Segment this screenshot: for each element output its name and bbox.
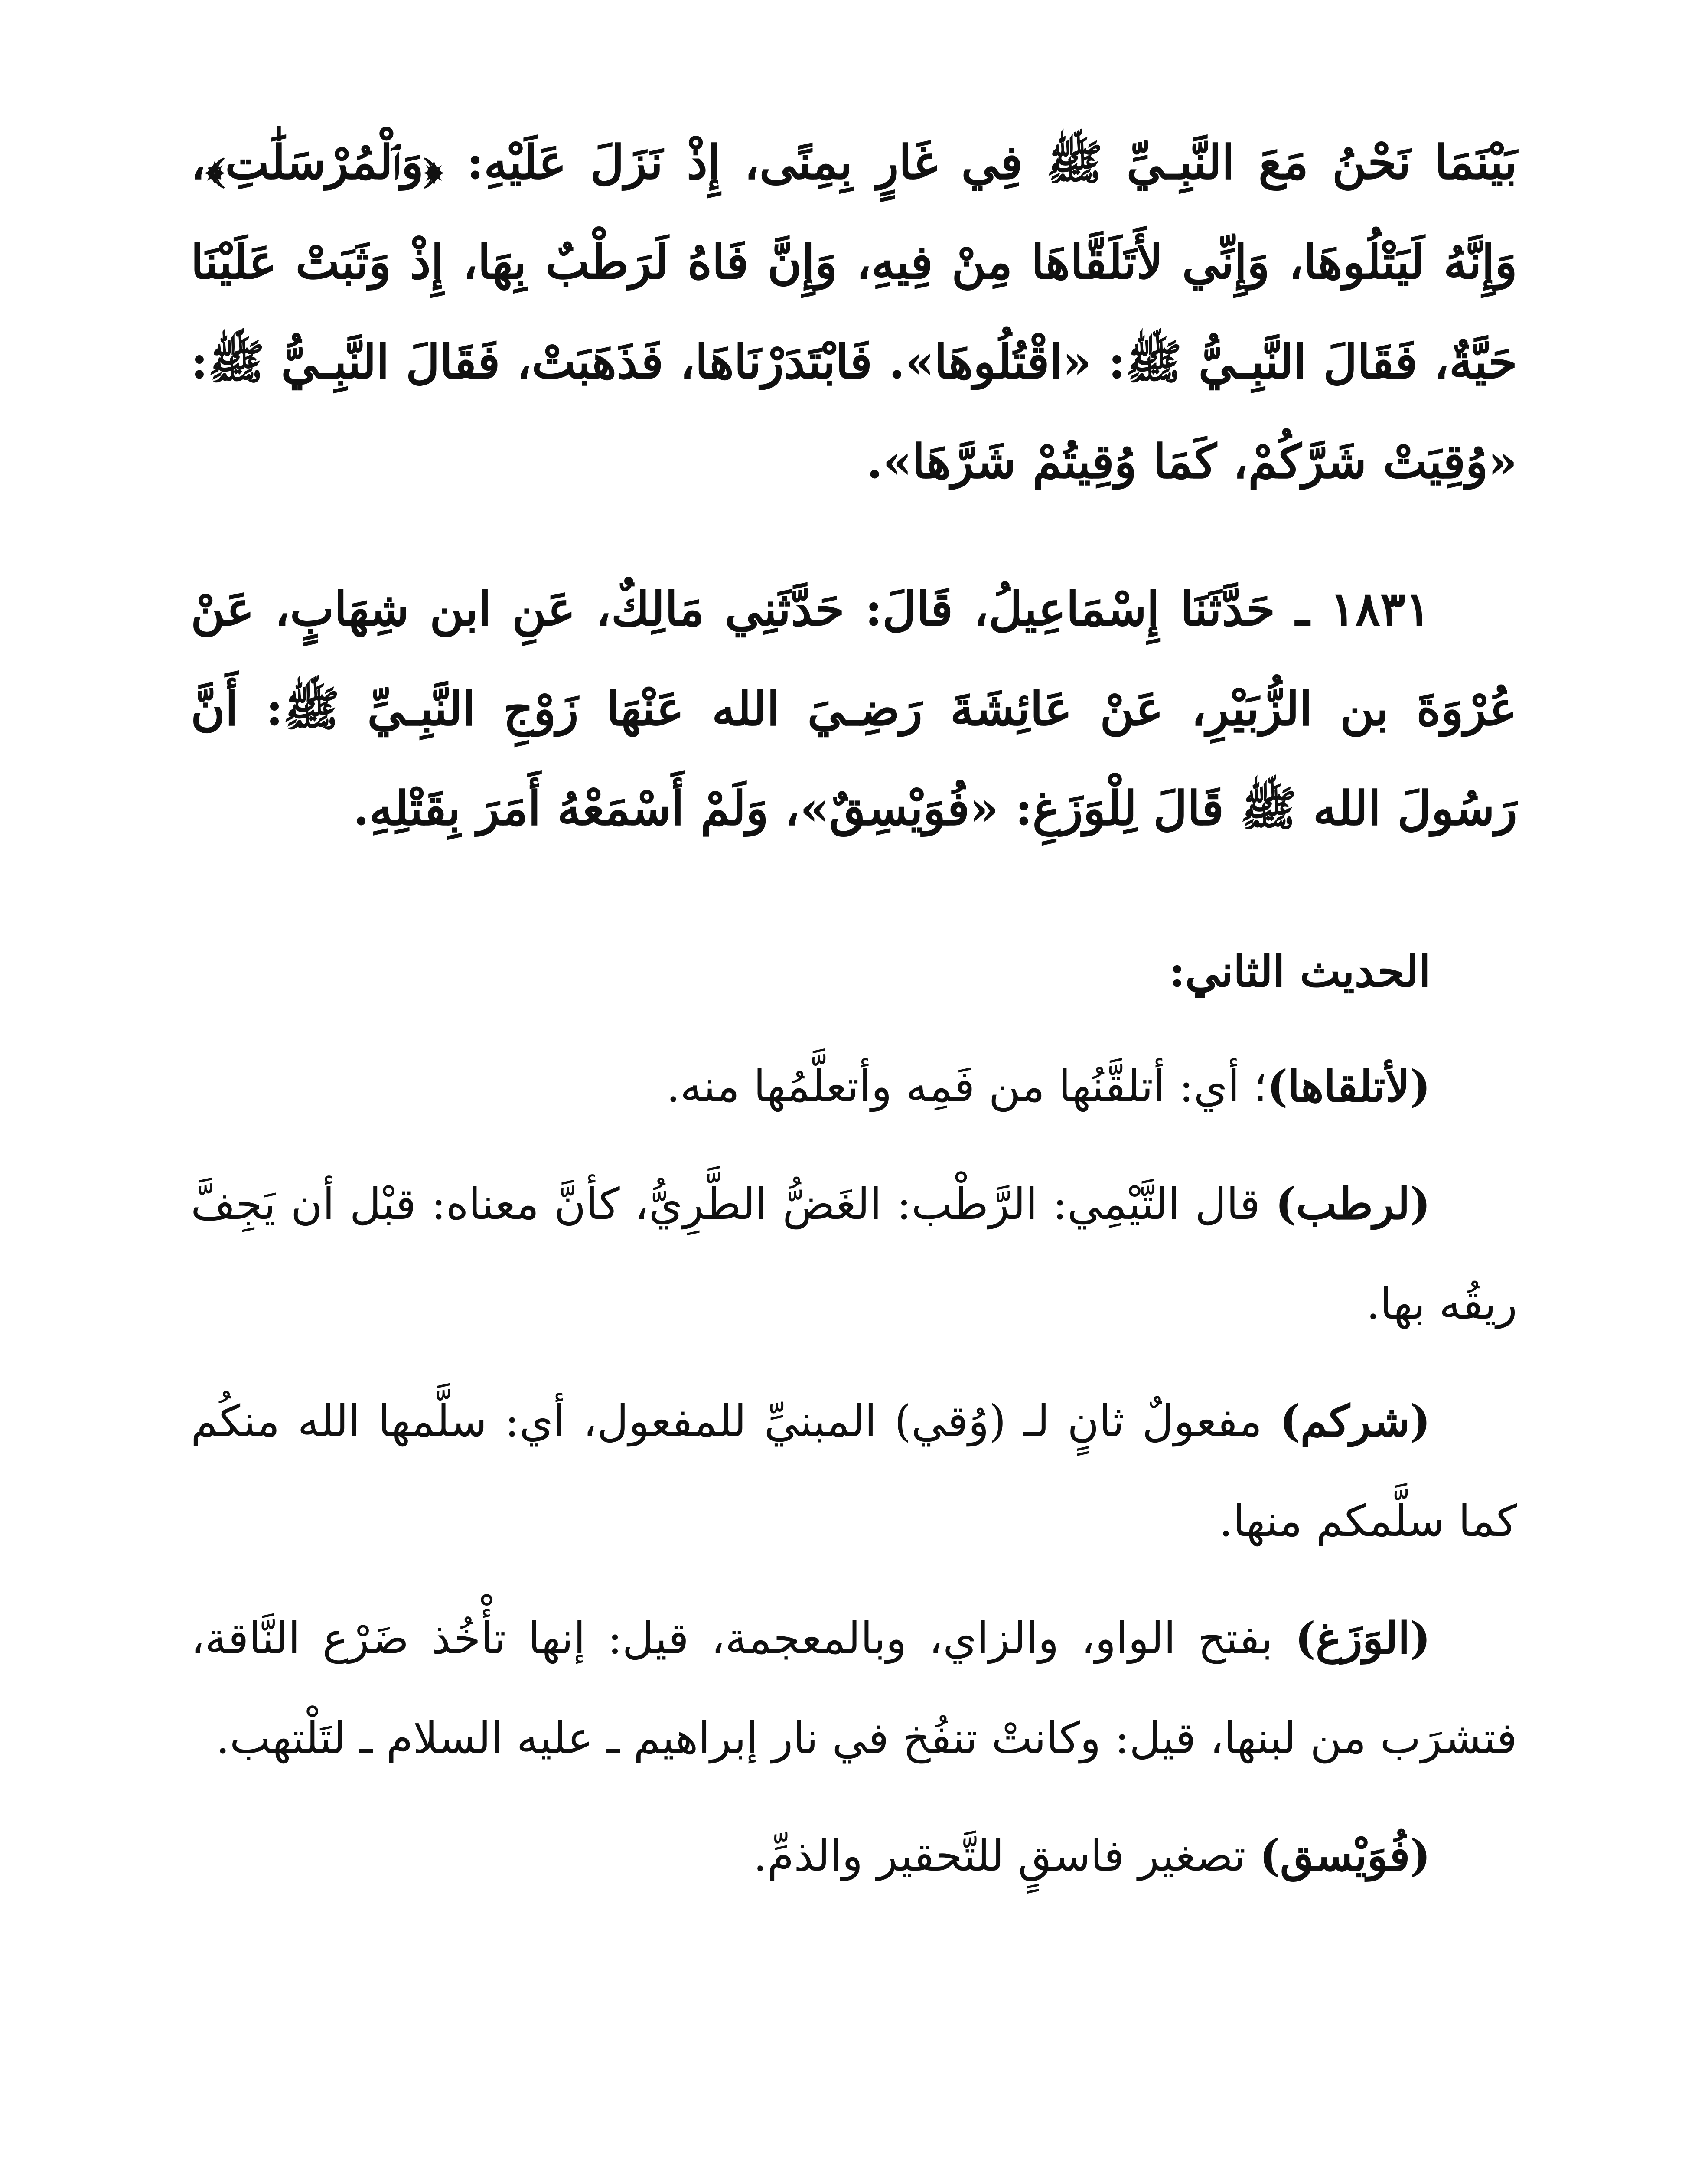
commentary-note bbox=[191, 1371, 1517, 1571]
hadith-text-continued: بَيْنَمَا نَحْنُ مَعَ النَّبِـيِّ ﷺ فِي غَارٍ بِمِنًى، إِذْ نَزَلَ عَلَيْهِ: ﴿وَٱلْمُرْسَلَٰتِ﴾، وَإِنَّهُ لَيَتْلُوهَا، وَإِنِّي لأَتَلَقَّاهَا مِنْ فِيهِ، وَإِنَّ فَاهُ لَرَطْبٌ بِهَا، إِذْ وَثَبَتْ عَلَيْنَا حَيَّةٌ، فَقَالَ النَّبِـيُّ ﷺ: «اقْتُلُوهَا». فَابْتَدَرْنَاهَا، فَذَهَبَتْ، فَقَالَ النَّبِـيُّ ﷺ: «وُقِيَتْ شَرَّكُمْ، كَمَا وُقِيتُمْ شَرَّهَا». bbox=[191, 135, 1517, 489]
note-term: (لأتلقاها) bbox=[1267, 1061, 1431, 1112]
note-text: مفعولٌ ثانٍ لـ (وُقي) المبنيِّ للمفعول، أي: سلَّمها الله منكُم كما سلَّمكم منها. bbox=[191, 1396, 1517, 1546]
commentary-note bbox=[191, 1806, 1517, 1906]
note-text: تصغير فاسقٍ للتَّحقير والذمِّ. bbox=[753, 1830, 1260, 1881]
commentary-section bbox=[191, 924, 1517, 1906]
commentary-note bbox=[191, 1588, 1517, 1788]
note-text: قال التَّيْمِي: الرَّطْب: الغَضُّ الطَّرِيُّ، كأنَّ معناه: قبْل أن يَجِفَّ ريقُه بها. bbox=[191, 1179, 1517, 1329]
note-term: (شركم) bbox=[1280, 1395, 1431, 1446]
note-text: بفتح الواو، والزاي، وبالمعجمة، قيل: إنها تأْخُذ ضَرْع النَّاقة، فتشرَب من لبنها، قيل: وكانتْ تنفُخ في نار إبراهيم ـ عليه السلام ـ لتَلْتهب. bbox=[191, 1613, 1517, 1763]
note-term: (فُوَيْسق) bbox=[1259, 1830, 1431, 1881]
text-column bbox=[191, 113, 1517, 1923]
hadith-1831: ١٨٣١ ـ حَدَّثَنَا إِسْمَاعِيلُ، قَالَ: حَدَّثَنِي مَالِكٌ، عَنِ ابن شِهَابٍ، عَنْ عُرْوَةَ بن الزُّبَيْرِ، عَنْ عَائِشَةَ رَضِـيَ الله عَنْهَا زَوْجِ النَّبِـيِّ ﷺ: أَنَّ رَسُولَ الله ﷺ قَالَ لِلْوَزَغِ: «فُوَيْسِقٌ»، وَلَمْ أَسْمَعْهُ أَمَرَ بِقَتْلِهِ. bbox=[191, 582, 1517, 836]
commentary-heading: الحديث الثاني: bbox=[1169, 946, 1431, 997]
note-text: ؛ أي: أتلقَّنُها من فَمِه وأتعلَّمُها منه. bbox=[666, 1061, 1268, 1112]
commentary-note bbox=[191, 1036, 1517, 1136]
note-term: (لرطب) bbox=[1275, 1178, 1431, 1229]
note-term: (الوَزَغ) bbox=[1295, 1613, 1431, 1664]
commentary-note bbox=[191, 1154, 1517, 1354]
